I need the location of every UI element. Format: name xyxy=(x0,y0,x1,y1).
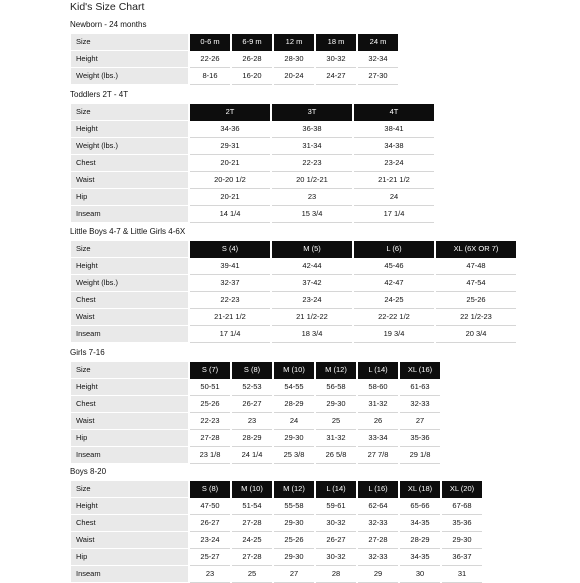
table-cell: 34-35 xyxy=(399,549,441,566)
table-cell: 32-33 xyxy=(357,515,399,532)
table-cell: 26-27 xyxy=(231,396,273,413)
table-cell: 34-36 xyxy=(189,121,271,138)
table-cell: 31-34 xyxy=(271,138,353,155)
table-cell: 47-54 xyxy=(435,275,516,292)
table-cell: 27-30 xyxy=(357,68,398,85)
table-cell: 28 xyxy=(315,566,357,583)
table-header-row xyxy=(71,481,482,498)
table-row xyxy=(71,430,440,447)
table-cell: 22-23 xyxy=(271,155,353,172)
table-cell: 23 1/8 xyxy=(189,447,231,464)
table-cell: 23 xyxy=(231,413,273,430)
row-label: Height xyxy=(71,258,189,275)
size-table xyxy=(71,104,434,223)
row-label: Hip xyxy=(71,189,189,206)
table-row xyxy=(71,379,440,396)
table-cell: 24-27 xyxy=(315,68,357,85)
table-cell: 25 xyxy=(315,413,357,430)
table-cell: 25-26 xyxy=(189,396,231,413)
table-cell: 32-34 xyxy=(357,51,398,68)
table-cell: 23-24 xyxy=(271,292,353,309)
table-cell: 27 7/8 xyxy=(357,447,399,464)
table-cell: 29 xyxy=(357,566,399,583)
table-cell: 14 1/4 xyxy=(189,206,271,223)
table-cell: 28-29 xyxy=(231,430,273,447)
table-cell: 25-27 xyxy=(189,549,231,566)
size-header-cell: S (8) xyxy=(231,362,273,379)
table-row xyxy=(71,532,482,549)
table-cell: 22-26 xyxy=(189,51,231,68)
size-header-cell: S (4) xyxy=(189,241,271,258)
table-row xyxy=(71,155,434,172)
table-row xyxy=(71,68,398,85)
table-cell: 21-21 1/2 xyxy=(189,309,271,326)
table-cell: 51-54 xyxy=(231,498,273,515)
table-row xyxy=(71,326,516,343)
size-header-cell: XL (6X OR 7) xyxy=(435,241,516,258)
size-table xyxy=(71,34,398,85)
table-row xyxy=(71,396,440,413)
table-row xyxy=(71,138,434,155)
row-label: Chest xyxy=(71,396,189,413)
table-cell: 23 xyxy=(189,566,231,583)
table-row xyxy=(71,258,516,275)
row-label: Height xyxy=(71,121,189,138)
table-cell: 31-32 xyxy=(357,396,399,413)
table-row xyxy=(71,515,482,532)
table-cell: 20-21 xyxy=(189,189,271,206)
table-cell: 24 xyxy=(273,413,315,430)
table-cell: 29-30 xyxy=(315,396,357,413)
table-cell: 19 3/4 xyxy=(353,326,435,343)
table-cell: 56-58 xyxy=(315,379,357,396)
table-cell: 16-20 xyxy=(231,68,273,85)
table-cell: 26 5/8 xyxy=(315,447,357,464)
table-cell: 47-50 xyxy=(189,498,231,515)
table-cell: 22-23 xyxy=(189,292,271,309)
table-cell: 24 1/4 xyxy=(231,447,273,464)
table-cell: 26-27 xyxy=(315,532,357,549)
table-cell: 32-33 xyxy=(399,396,440,413)
table-row xyxy=(71,121,434,138)
table-row xyxy=(71,275,516,292)
table-cell: 27 xyxy=(399,413,440,430)
row-label: Waist xyxy=(71,532,189,549)
table-cell: 27-28 xyxy=(231,515,273,532)
row-label: Chest xyxy=(71,515,189,532)
row-label: Size xyxy=(71,241,189,258)
section-title: Boys 8-20 xyxy=(70,467,107,476)
size-header-cell: L (14) xyxy=(315,481,357,498)
table-cell: 20-24 xyxy=(273,68,315,85)
table-cell: 20 3/4 xyxy=(435,326,516,343)
size-header-cell: L (14) xyxy=(357,362,399,379)
table-cell: 27-28 xyxy=(231,549,273,566)
table-cell: 31 xyxy=(441,566,482,583)
table-row xyxy=(71,172,434,189)
table-cell: 17 1/4 xyxy=(189,326,271,343)
row-label: Weight (lbs.) xyxy=(71,68,189,85)
table-cell: 27-28 xyxy=(189,430,231,447)
table-cell: 42-44 xyxy=(271,258,353,275)
row-label: Hip xyxy=(71,549,189,566)
table-cell: 8-16 xyxy=(189,68,231,85)
table-cell: 26 xyxy=(357,413,399,430)
row-label: Hip xyxy=(71,430,189,447)
table-cell: 28-29 xyxy=(399,532,441,549)
table-header-row xyxy=(71,241,516,258)
table-cell: 29-30 xyxy=(441,532,482,549)
table-cell: 24-25 xyxy=(353,292,435,309)
table-cell: 38-41 xyxy=(353,121,434,138)
table-cell: 33-34 xyxy=(357,430,399,447)
table-cell: 45-46 xyxy=(353,258,435,275)
table-cell: 27 xyxy=(273,566,315,583)
section-title: Newborn - 24 months xyxy=(70,20,147,29)
size-table xyxy=(71,241,516,343)
table-cell: 50-51 xyxy=(189,379,231,396)
size-header-cell: XL (20) xyxy=(441,481,482,498)
table-cell: 21 1/2-22 xyxy=(271,309,353,326)
table-cell: 29-31 xyxy=(189,138,271,155)
row-label: Height xyxy=(71,379,189,396)
table-cell: 58-60 xyxy=(357,379,399,396)
size-table xyxy=(71,362,440,464)
page-title: Kid's Size Chart xyxy=(70,1,145,13)
table-cell: 32-33 xyxy=(357,549,399,566)
table-cell: 22 1/2-23 xyxy=(435,309,516,326)
table-row xyxy=(71,206,434,223)
row-label: Waist xyxy=(71,309,189,326)
table-cell: 17 1/4 xyxy=(353,206,434,223)
table-cell: 29-30 xyxy=(273,515,315,532)
table-cell: 30-32 xyxy=(315,549,357,566)
size-header-cell: XL (18) xyxy=(399,481,441,498)
row-label: Size xyxy=(71,362,189,379)
row-label: Height xyxy=(71,51,189,68)
size-header-cell: M (10) xyxy=(273,362,315,379)
table-row xyxy=(71,413,440,430)
row-label: Weight (lbs.) xyxy=(71,275,189,292)
section-title: Girls 7-16 xyxy=(70,348,105,357)
size-header-cell: S (8) xyxy=(189,481,231,498)
size-header-cell: 0-6 m xyxy=(189,34,231,51)
table-cell: 24 xyxy=(353,189,434,206)
table-row xyxy=(71,51,398,68)
size-header-cell: M (10) xyxy=(231,481,273,498)
table-cell: 34-38 xyxy=(353,138,434,155)
table-cell: 62-64 xyxy=(357,498,399,515)
row-label: Inseam xyxy=(71,206,189,223)
table-row xyxy=(71,309,516,326)
table-cell: 23 xyxy=(271,189,353,206)
table-cell: 67-68 xyxy=(441,498,482,515)
table-cell: 21-21 1/2 xyxy=(353,172,434,189)
table-cell: 47-48 xyxy=(435,258,516,275)
table-cell: 34-35 xyxy=(399,515,441,532)
row-label: Size xyxy=(71,481,189,498)
row-label: Chest xyxy=(71,292,189,309)
table-cell: 55-58 xyxy=(273,498,315,515)
row-label: Size xyxy=(71,104,189,121)
table-cell: 23-24 xyxy=(353,155,434,172)
table-cell: 20 1/2-21 xyxy=(271,172,353,189)
table-cell: 35-36 xyxy=(441,515,482,532)
table-cell: 20-20 1/2 xyxy=(189,172,271,189)
size-header-cell: 24 m xyxy=(357,34,398,51)
table-header-row xyxy=(71,362,440,379)
table-cell: 54-55 xyxy=(273,379,315,396)
table-cell: 26-28 xyxy=(231,51,273,68)
table-row xyxy=(71,498,482,515)
table-cell: 30-32 xyxy=(315,515,357,532)
section-title: Toddlers 2T - 4T xyxy=(70,90,129,99)
table-cell: 31-32 xyxy=(315,430,357,447)
table-row xyxy=(71,189,434,206)
size-header-cell: 4T xyxy=(353,104,434,121)
table-cell: 29 1/8 xyxy=(399,447,440,464)
row-label: Waist xyxy=(71,172,189,189)
table-cell: 28-30 xyxy=(273,51,315,68)
table-cell: 42-47 xyxy=(353,275,435,292)
table-cell: 36-38 xyxy=(271,121,353,138)
table-cell: 25-26 xyxy=(273,532,315,549)
size-header-cell: 2T xyxy=(189,104,271,121)
table-header-row xyxy=(71,34,398,51)
table-cell: 25-26 xyxy=(435,292,516,309)
size-header-cell: M (5) xyxy=(271,241,353,258)
table-cell: 22-22 1/2 xyxy=(353,309,435,326)
row-label: Inseam xyxy=(71,326,189,343)
table-cell: 26-27 xyxy=(189,515,231,532)
table-row xyxy=(71,447,440,464)
size-header-cell: 6-9 m xyxy=(231,34,273,51)
table-cell: 52-53 xyxy=(231,379,273,396)
section-title: Little Boys 4-7 & Little Girls 4-6X xyxy=(70,227,186,236)
table-cell: 39-41 xyxy=(189,258,271,275)
table-cell: 65-66 xyxy=(399,498,441,515)
size-header-cell: M (12) xyxy=(315,362,357,379)
table-header-row xyxy=(71,104,434,121)
table-cell: 27-28 xyxy=(357,532,399,549)
table-cell: 15 3/4 xyxy=(271,206,353,223)
row-label: Size xyxy=(71,34,189,51)
table-cell: 61-63 xyxy=(399,379,440,396)
table-cell: 29-30 xyxy=(273,430,315,447)
row-label: Inseam xyxy=(71,447,189,464)
table-cell: 37-42 xyxy=(271,275,353,292)
size-header-cell: S (7) xyxy=(189,362,231,379)
table-cell: 30 xyxy=(399,566,441,583)
table-cell: 59-61 xyxy=(315,498,357,515)
table-cell: 25 xyxy=(231,566,273,583)
table-cell: 23-24 xyxy=(189,532,231,549)
size-header-cell: L (16) xyxy=(357,481,399,498)
row-label: Waist xyxy=(71,413,189,430)
table-row xyxy=(71,292,516,309)
size-header-cell: L (6) xyxy=(353,241,435,258)
row-label: Weight (lbs.) xyxy=(71,138,189,155)
size-header-cell: 12 m xyxy=(273,34,315,51)
table-cell: 35-36 xyxy=(399,430,440,447)
row-label: Height xyxy=(71,498,189,515)
table-cell: 18 3/4 xyxy=(271,326,353,343)
size-header-cell: 18 m xyxy=(315,34,357,51)
size-header-cell: M (12) xyxy=(273,481,315,498)
table-cell: 20-21 xyxy=(189,155,271,172)
table-cell: 25 3/8 xyxy=(273,447,315,464)
table-cell: 30-32 xyxy=(315,51,357,68)
table-cell: 28-29 xyxy=(273,396,315,413)
size-header-cell: 3T xyxy=(271,104,353,121)
table-cell: 24-25 xyxy=(231,532,273,549)
row-label: Inseam xyxy=(71,566,189,583)
table-cell: 29-30 xyxy=(273,549,315,566)
row-label: Chest xyxy=(71,155,189,172)
table-row xyxy=(71,549,482,566)
size-table xyxy=(71,481,482,583)
table-cell: 36-37 xyxy=(441,549,482,566)
table-cell: 32-37 xyxy=(189,275,271,292)
table-cell: 22-23 xyxy=(189,413,231,430)
size-header-cell: XL (16) xyxy=(399,362,440,379)
